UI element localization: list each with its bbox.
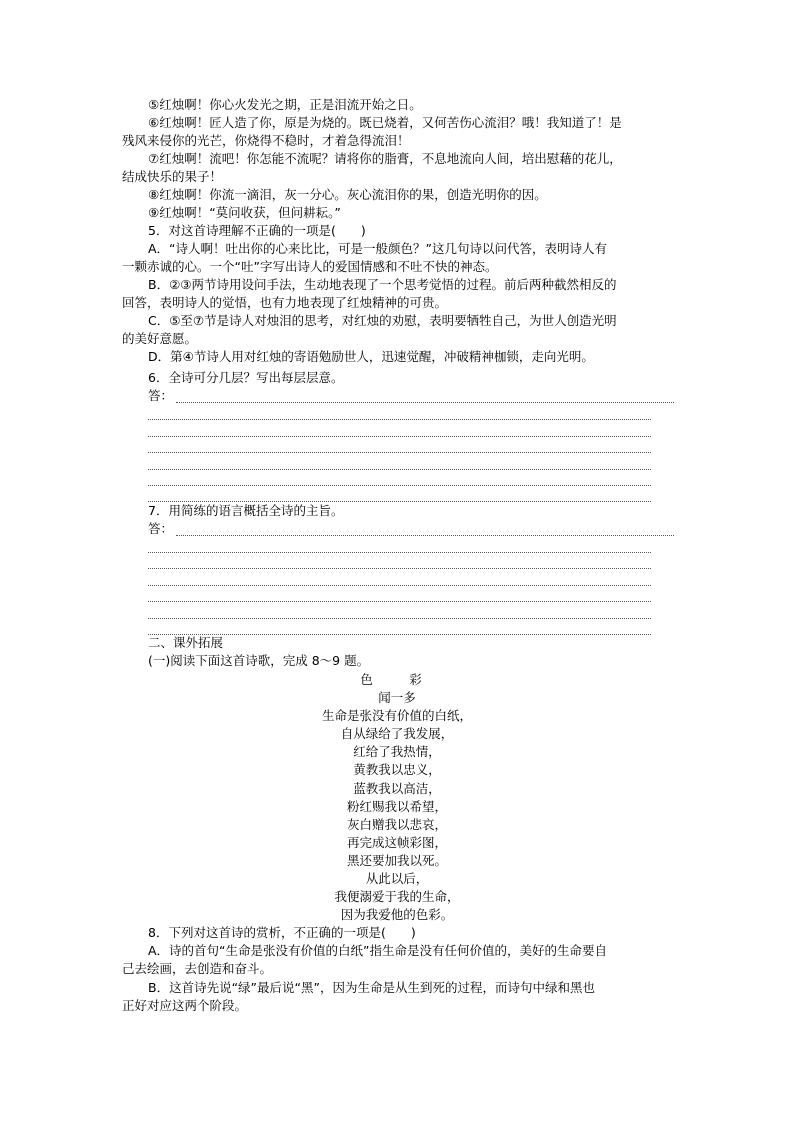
poem-line: 生命是张没有价值的白纸， [321,708,472,723]
answer-dotted-line[interactable] [148,469,651,470]
poem-line: 我便溺爱于我的生命， [334,889,460,904]
answer-dotted-line[interactable] [148,601,651,602]
poem-stanza-8: ⑧红烛啊！你流一滴泪，灰一分心。灰心流泪你的果，创造光明你的因。 [148,187,547,202]
question-8-option-a-line-1: A．诗的首句“生命是张没有价值的白纸”指生命是没有任何价值的，美好的生命要自 [148,943,608,958]
answer-dotted-line[interactable] [148,552,651,553]
poem-stanza-7-line-1: ⑦红烛啊！流吧！你怎能不流呢？请将你的脂膏，不息地流向人间，培出慰藉的花儿， [148,151,622,166]
question-5-option-a-line-2: 一颗赤诚的心。一个“吐”字写出诗人的爱国情感和不吐不快的神态。 [122,259,498,274]
question-7-answer-label: 答： [148,521,174,536]
answer-dotted-line[interactable] [148,618,651,619]
question-5-option-c-line-1: C．⑤至⑦节是诗人对烛泪的思考，对红烛的劝慰，表明要牺牲自己，为世人创造光明 [148,313,617,328]
poem-line: 灰白赠我以悲哀， [346,817,447,832]
question-7-answer-first-line[interactable] [148,520,674,538]
question-7-stem: 7．用简练的语言概括全诗的主旨。 [148,503,344,518]
poem-stanza-7-line-2: 结成快乐的果子！ [122,169,223,184]
question-5-option-b-line-1: B．②③两节诗用设问手法，生动地表现了一个思考觉悟的过程。前后两种截然相反的 [148,277,617,292]
question-8-stem: 8．下列对这首诗的赏析，不正确的一项是( ) [148,925,416,940]
poem-stanza-5: ⑤红烛啊！你心火发光之期，正是泪流开始之日。 [148,97,422,112]
answer-dotted-line[interactable] [148,419,651,420]
answer-dotted-line[interactable] [148,585,651,586]
answer-dotted-line[interactable] [148,452,651,453]
poem-line: 粉红赐我以希望， [346,799,447,814]
question-5-stem: 5．对这首诗理解不正确的一项是( ) [148,223,366,238]
poem-stanza-6-line-2: 残风来侵你的光芒，你烧得不稳时，才着急得流泪！ [122,133,410,148]
answer-dotted-line [176,535,674,536]
question-5-option-c-line-2: 的美好意愿。 [122,331,198,346]
poem-line: 从此以后， [365,871,429,886]
answer-dotted-line [176,402,674,403]
section-2-heading: 二、课外拓展 [148,635,224,650]
question-5-option-a-line-1: A．“诗人啊！吐出你的心来比比，可是一般颜色？”这几句诗以问代答，表明诗人有 [148,241,608,256]
question-8-option-b-line-2: 正好对应这两个阶段。 [122,998,248,1013]
question-8-option-b-line-1: B．这首诗先说“绿”最后说“黑”，因为生命是从生到死的过程，而诗句中绿和黑也 [148,980,595,995]
poem-line: 黑还要加我以死。 [346,853,447,868]
poem-title: 色 彩 [360,672,434,687]
poem-stanza-6-line-1: ⑥红烛啊！匠人造了你，原是为烧的。既已烧着，又何苦伤心流泪？哦！我知道了！是 [148,115,622,130]
question-5-option-b-line-2: 回答，表明诗人的觉悟，也有力地表现了红烛精神的可贵。 [122,295,448,310]
answer-dotted-line[interactable] [148,568,651,569]
poem-line: 因为我爱他的色彩。 [340,907,454,922]
question-6-answer-label: 答： [148,388,174,403]
question-6-stem: 6．全诗可分几层？写出每层层意。 [148,370,344,385]
answer-dotted-line[interactable] [148,485,651,486]
poem-stanza-9: ⑨红烛啊！“莫问收获，但问耕耘。” [148,205,341,220]
answer-dotted-line[interactable] [148,634,651,635]
poem-line: 自从绿给了我发展， [340,726,454,741]
answer-dotted-line[interactable] [148,436,651,437]
poem-line: 黄教我以忠义， [353,762,441,777]
poem-line: 红给了我热情， [353,744,441,759]
poem-author: 闻一多 [378,690,416,705]
question-6-answer-first-line[interactable] [148,387,674,405]
question-5-option-d: D．第④节诗人用对红烛的寄语勉励世人，迅速觉醒，冲破精神枷锁，走向光明。 [148,349,594,364]
poem-line: 蓝教我以高洁， [353,781,441,796]
question-8-option-a-line-2: 己去绘画，去创造和奋斗。 [122,961,273,976]
poem-line: 再完成这帧彩图， [346,835,447,850]
section-2-intro: (一)阅读下面这首诗歌，完成 8～9 题。 [148,653,370,668]
